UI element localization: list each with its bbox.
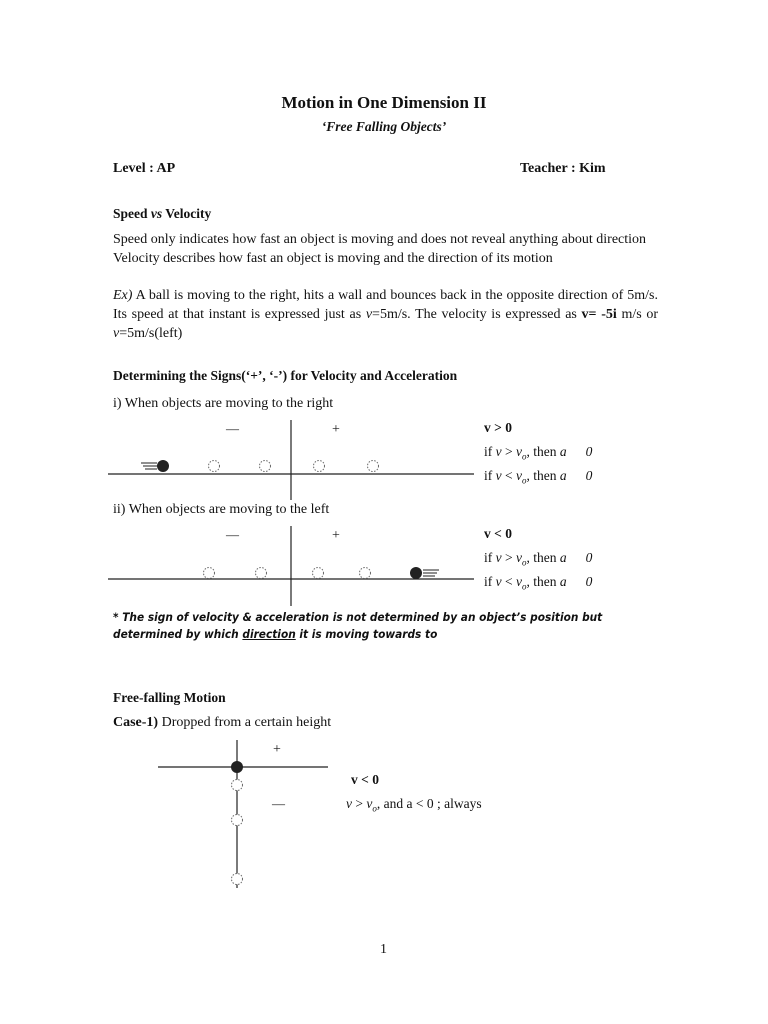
page-title: Motion in One Dimension II bbox=[281, 93, 487, 112]
ball-ghost bbox=[232, 815, 243, 826]
case-right-label: i) When objects are moving to the right bbox=[113, 396, 334, 411]
velocity-definition: Velocity describes how fast an object is moving and the direction of its motion bbox=[113, 251, 553, 266]
minus-sign: — bbox=[272, 796, 285, 811]
plus-sign: + bbox=[332, 528, 340, 543]
condition-speeding: if $v > v_o$, then a 0 bbox=[484, 550, 593, 568]
free-fall-relation: $v > v_o$, and a < 0 ; always bbox=[346, 796, 482, 814]
teacher-label: Teacher : Kim bbox=[520, 161, 606, 176]
ball-ghost bbox=[232, 874, 243, 885]
case-1-label: Case-1) Dropped from a certain height bbox=[113, 715, 332, 730]
condition-slowing: if $v < v_o$, then a 0 bbox=[484, 468, 593, 486]
plus-sign: + bbox=[273, 742, 281, 757]
velocity-positive: v > 0 bbox=[484, 420, 512, 435]
speed-velocity-heading: Speed vs Velocity bbox=[113, 206, 212, 221]
free-fall-heading: Free-falling Motion bbox=[113, 690, 226, 705]
velocity-negative: v < 0 bbox=[484, 526, 512, 541]
plus-sign: + bbox=[332, 422, 340, 437]
condition-speeding: if $v > v_o$, then a 0 bbox=[484, 444, 593, 462]
minus-sign: — bbox=[226, 527, 239, 542]
speed-definition: Speed only indicates how fast an object is moving and does not reveal anything about direction bbox=[113, 232, 647, 247]
minus-sign: — bbox=[226, 421, 239, 436]
ball bbox=[231, 761, 243, 773]
free-fall-velocity: v < 0 bbox=[351, 772, 379, 787]
signs-heading: Determining the Signs(‘+’, ‘-’) for Velocity and Acceleration bbox=[113, 368, 458, 383]
page-number: 1 bbox=[380, 942, 387, 957]
page-subtitle: ‘Free Falling Objects’ bbox=[321, 119, 447, 134]
example-paragraph: Ex) A ball is moving to the right, hits a wall and bounces back in the opposite direction of 5m/s. Its speed at that instant is expressed just as v=5m/s. The velocity is expressed as v= -5i m/s or v=5m/s(left) bbox=[113, 288, 659, 341]
case-left-label: ii) When objects are moving to the left bbox=[113, 502, 330, 517]
ball-ghost bbox=[232, 780, 243, 791]
condition-slowing: if $v < v_o$, then a 0 bbox=[484, 574, 593, 592]
sign-note: * The sign of velocity & acceleration is not determined by an object’s position but determined by which direction it is moving towards to bbox=[113, 610, 603, 641]
level-label: Level : AP bbox=[113, 161, 176, 176]
